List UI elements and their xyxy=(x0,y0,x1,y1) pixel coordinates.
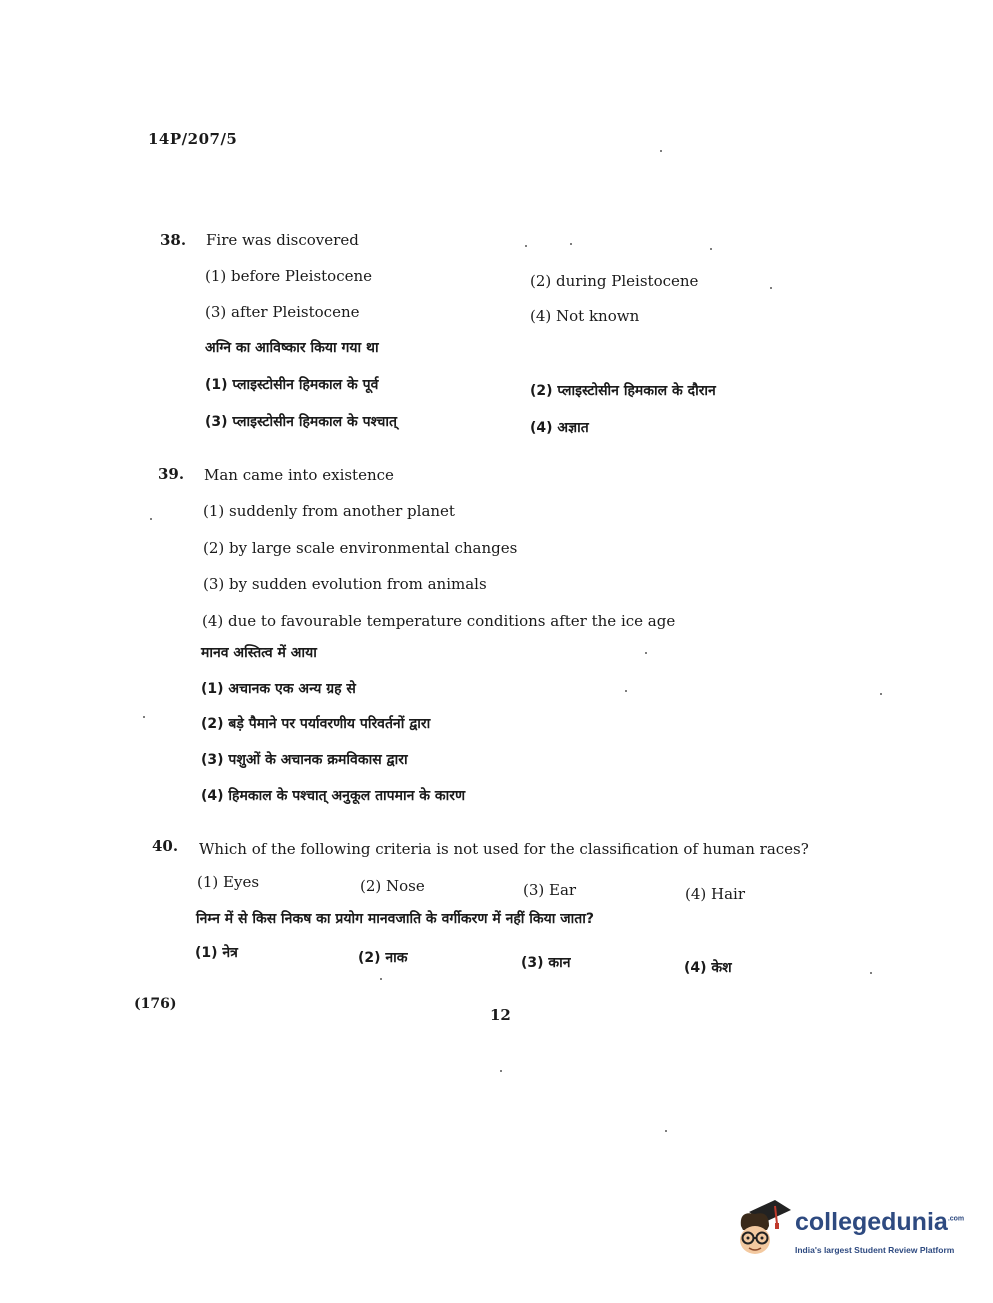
option-hindi: (1) नेत्र xyxy=(195,945,238,961)
option-hindi: (3) पशुओं के अचानक क्रमविकास द्वारा xyxy=(201,752,408,768)
question-text-hindi: निम्न में से किस निकष का प्रयोग मानवजाति के वर्गीकरण में नहीं किया जाता? xyxy=(196,911,595,927)
option: (2) during Pleistocene xyxy=(530,272,699,290)
mascot-icon xyxy=(735,1196,793,1258)
option: (2) by large scale environmental changes xyxy=(203,539,518,557)
option: (3) Ear xyxy=(523,881,577,899)
option: (1) before Pleistocene xyxy=(205,267,373,285)
question-text-hindi: अग्नि का आविष्कार किया गया था xyxy=(205,340,379,356)
collegedunia-logo xyxy=(735,1196,965,1266)
question-text: Which of the following criteria is not used for the classification of human races? xyxy=(199,840,809,858)
option-hindi: (1) अचानक एक अन्य ग्रह से xyxy=(201,681,356,697)
logo-tagline: India's largest Student Review Platform xyxy=(795,1245,955,1255)
option: (1) suddenly from another planet xyxy=(203,502,455,520)
question-text: Fire was discovered xyxy=(206,231,359,249)
option-hindi: (2) प्लाइस्टोसीन हिमकाल के दौरान xyxy=(530,383,716,399)
question-text: Man came into existence xyxy=(204,466,394,484)
option-hindi: (2) नाक xyxy=(358,950,408,966)
option-hindi: (2) बड़े पैमाने पर पर्यावरणीय परिवर्तनों द्वारा xyxy=(201,716,431,732)
option: (3) after Pleistocene xyxy=(205,303,360,321)
option-hindi: (3) कान xyxy=(521,955,571,971)
paper-code: 14P/207/5 xyxy=(148,130,238,148)
option-hindi: (4) अज्ञात xyxy=(530,420,589,436)
option: (4) due to favourable temperature conditions after the ice age xyxy=(202,612,676,630)
option-hindi: (3) प्लाइस्टोसीन हिमकाल के पश्चात् xyxy=(205,414,398,430)
option-hindi: (4) हिमकाल के पश्चात् अनुकूल तापमान के कारण xyxy=(201,788,466,804)
option-hindi: (1) प्लाइस्टोसीन हिमकाल के पूर्व xyxy=(205,377,379,393)
question-number: 39. xyxy=(158,465,185,483)
page-number: 12 xyxy=(490,1006,511,1024)
option: (4) Not known xyxy=(530,307,640,325)
footer-code: (176) xyxy=(134,996,177,1012)
question-number: 40. xyxy=(152,837,179,855)
option-hindi: (4) केश xyxy=(684,960,732,976)
option: (4) Hair xyxy=(685,885,746,903)
question-number: 38. xyxy=(160,231,187,249)
option: (1) Eyes xyxy=(197,873,260,891)
question-text-hindi: मानव अस्तित्व में आया xyxy=(201,645,317,661)
option: (2) Nose xyxy=(360,877,425,895)
logo-wordmark: collegedunia$^{.com}$ xyxy=(795,1208,965,1236)
option: (3) by sudden evolution from animals xyxy=(203,575,487,593)
